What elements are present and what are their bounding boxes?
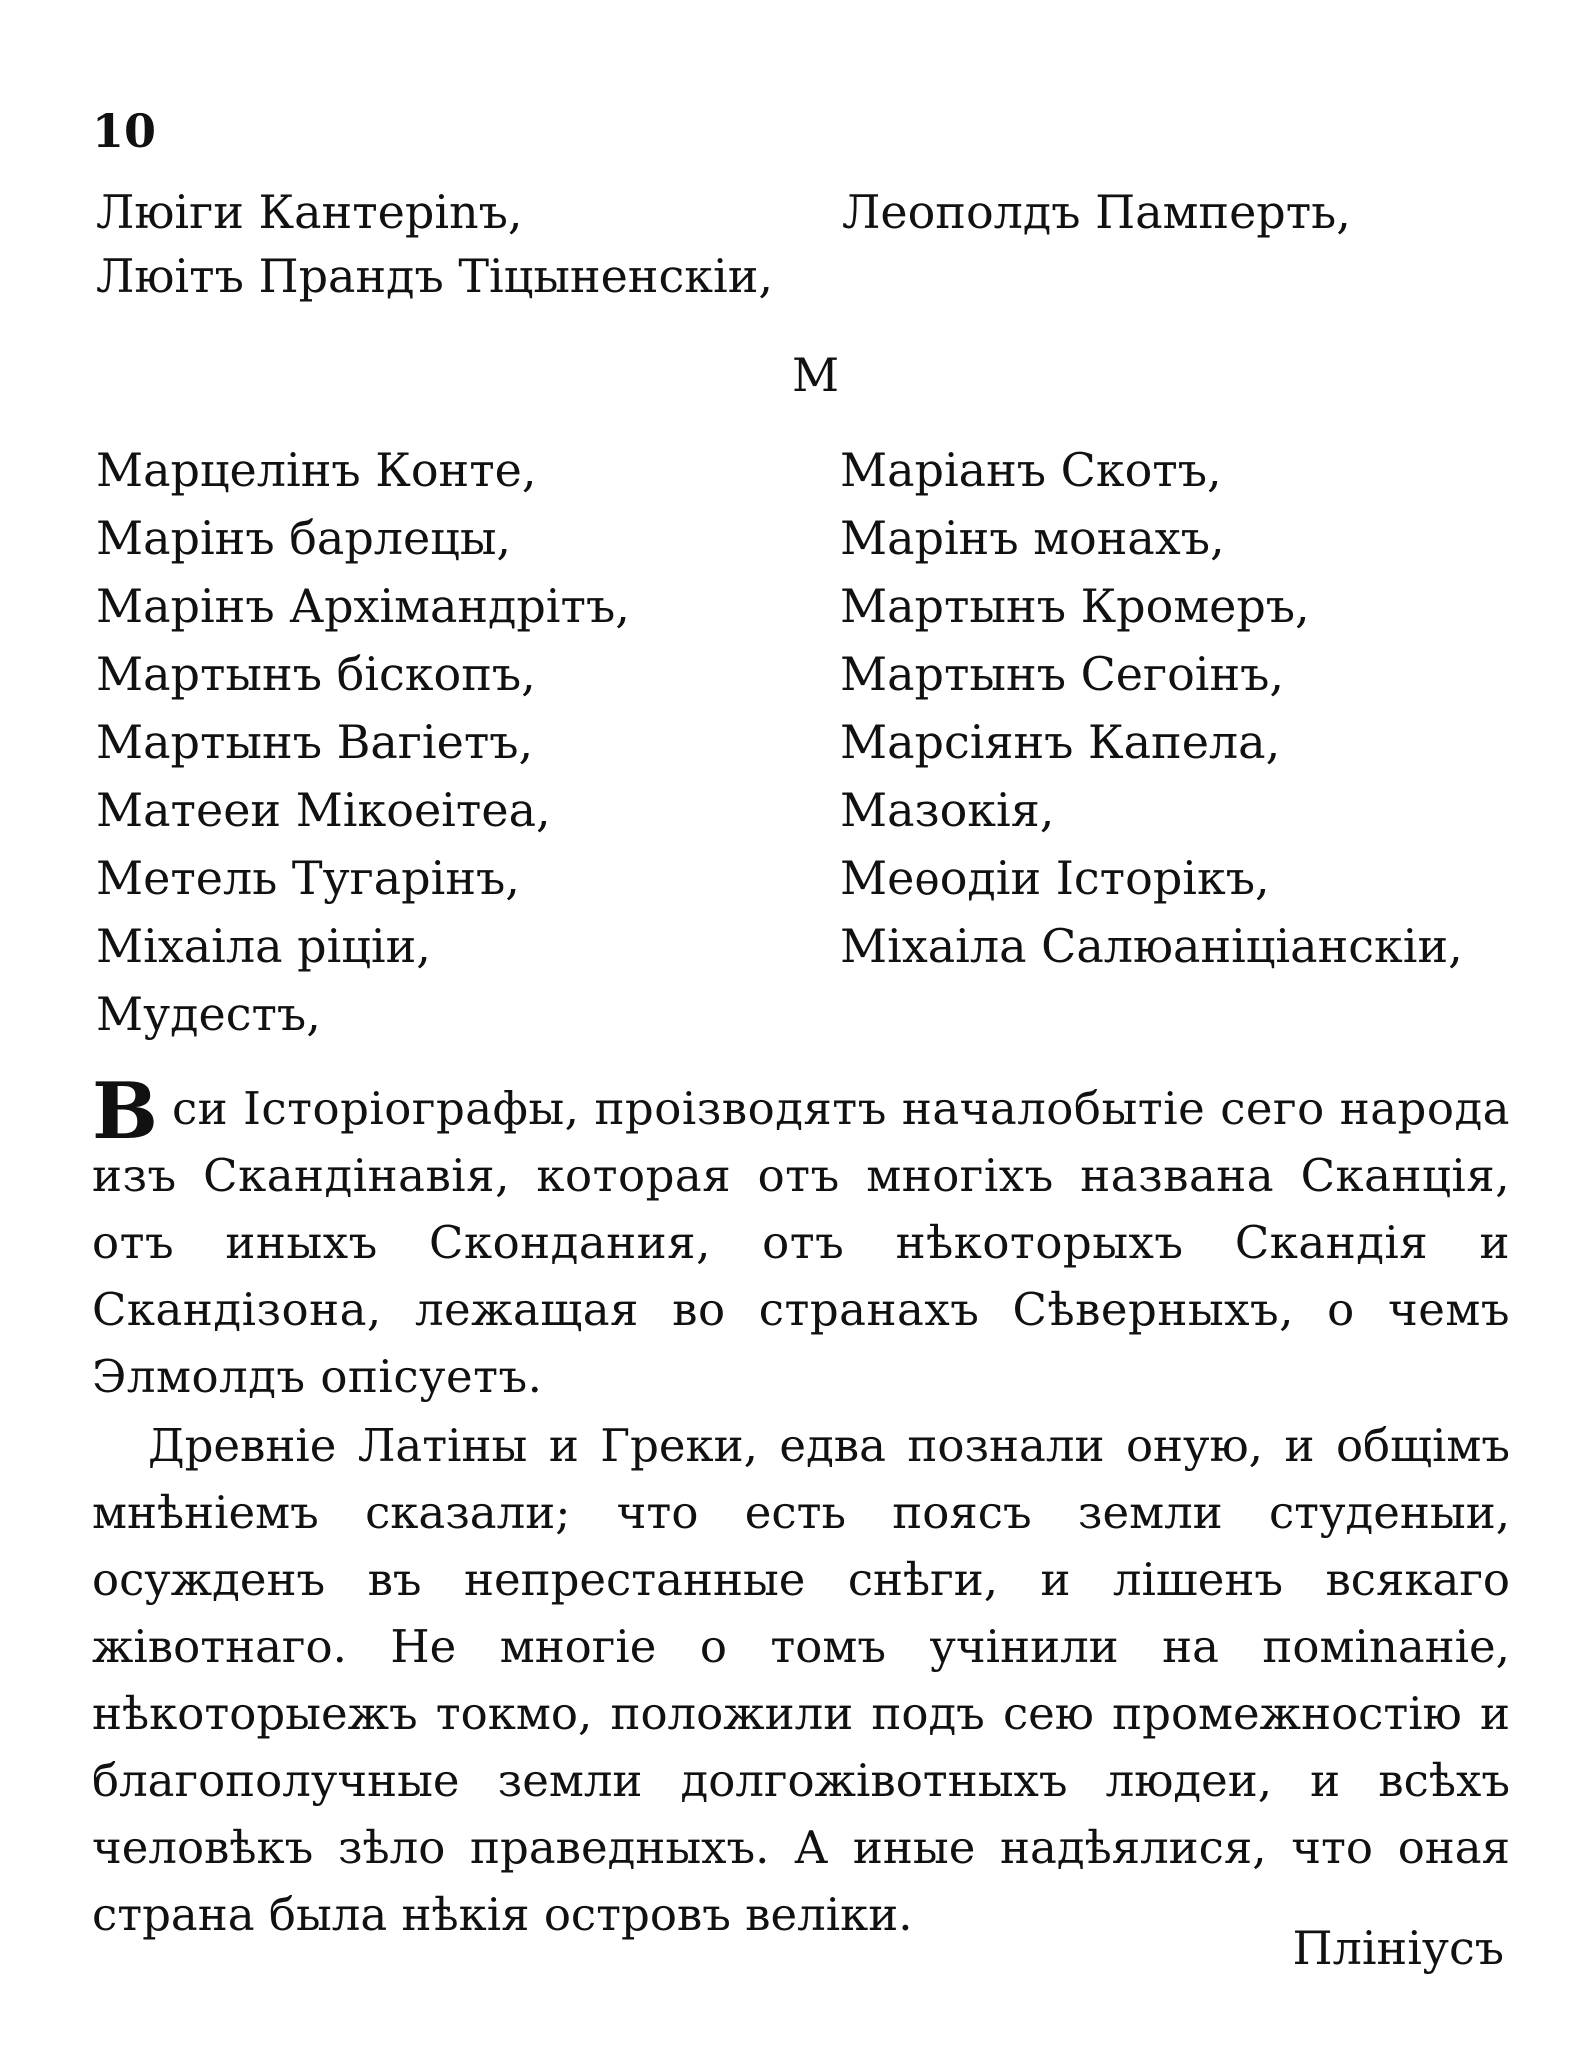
name-entry: Міхаіла Салюаніціанскіи, — [840, 919, 1463, 973]
name-entry: Марінъ барлецы, — [96, 511, 512, 565]
names-column-right — [840, 436, 1540, 980]
name-entry: Люіги Кантеріnъ, — [96, 185, 523, 239]
paragraph-historiographers — [92, 1066, 1510, 1410]
name-entry: Матееи Мікоеітеа, — [96, 783, 551, 837]
name-entry: Міхаіла ріціи, — [96, 919, 431, 973]
name-entry: Метель Тугарінъ, — [96, 851, 520, 905]
name-entry: Меѳодіи Історікъ, — [840, 851, 1270, 905]
name-entry: Мудестъ, — [96, 987, 321, 1041]
name-entry: Леополдъ Памперть, — [842, 185, 1351, 239]
name-entry: Марінъ монахъ, — [840, 511, 1225, 565]
name-entry: Маріанъ Скотъ, — [840, 443, 1222, 497]
paragraph-text: си Історіографы, проізводятъ началобытіе сего народа изъ Скандінавія, которая отъ многіхъ названа Сканція, отъ иныхъ Скондания, отъ нѣкоторыхъ Скандія и Скандізона, лежащая во странахъ Сѣверныхъ, о чемъ Элмолдъ опісуетъ. — [92, 1082, 1510, 1403]
section-letter-heading: М — [792, 348, 840, 402]
paragraph-ancients — [92, 1412, 1510, 1948]
names-list-l-section — [96, 180, 1496, 308]
name-entry: Мартынъ біскопъ, — [96, 647, 536, 701]
name-entry: Марсіянъ Капела, — [840, 715, 1281, 769]
name-entry: Мартынъ Вагіетъ, — [96, 715, 534, 769]
name-entry: Марінъ Архімандрітъ, — [96, 579, 630, 633]
drop-cap: В — [92, 1066, 158, 1157]
name-entry: Марцелінъ Конте, — [96, 443, 537, 497]
name-entry: Мартынъ Сегоінъ, — [840, 647, 1285, 701]
paragraph-text: Древніе Латіны и Греки, едва познали оную, и общімъ мнѣніемъ сказали; что есть поясъ земли студеныи, осужденъ въ непрестанные снѣги, и лішенъ всякаго жівотнаго. Не многіе о томъ учінили на поміnаніе, нѣкоторыежъ токмо, положили подъ сею промежностію и благополучные земли долгожівотныхъ людеи, и всѣхъ человѣкъ зѣло праведныхъ. А иные надѣялися, что оная страна была нѣкія островъ веліки. — [92, 1419, 1510, 1941]
name-entry: Люітъ Прандъ Тіцыненскіи, — [96, 249, 773, 303]
body-text — [92, 1066, 1510, 1948]
names-column-left — [96, 436, 816, 1048]
catchword: Плініусъ — [1292, 1921, 1504, 1975]
name-entry: Мартынъ Кромеръ, — [840, 579, 1310, 633]
name-entry: Мазокія, — [840, 783, 1055, 837]
page-number: 10 — [92, 104, 157, 158]
